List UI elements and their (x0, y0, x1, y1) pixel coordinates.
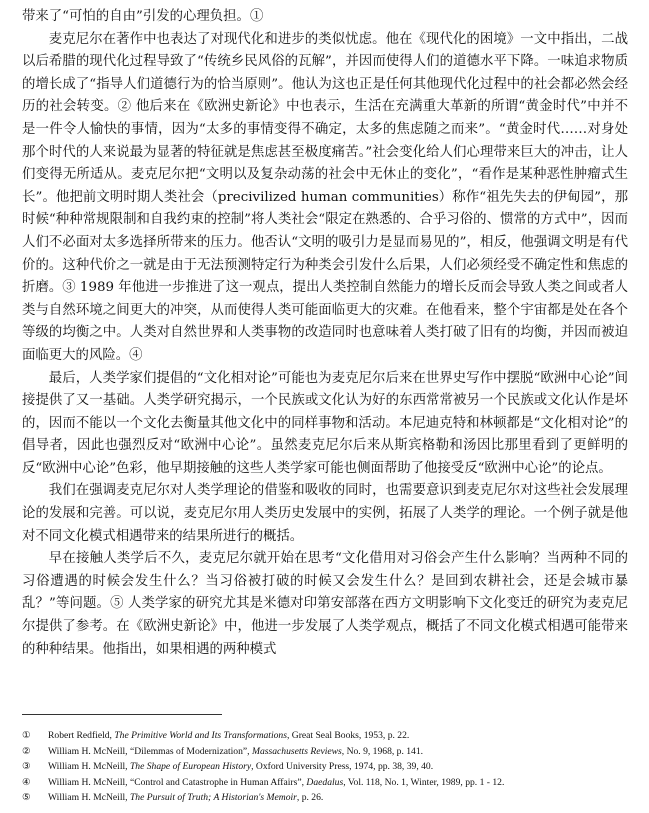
footnote-author: William H. McNeill, “Dilemmas of Modernization”, (48, 745, 252, 757)
paragraph-2: 麦克尼尔在著作中也表达了对现代化和进步的类似忧虑。他在《现代化的困境》一文中指出，二战以后希腊的现代化过程导致了“传统乡民风俗的瓦解”，并因而使得人们的道德水平下降。一味追求物质的增长成了“指导人们道德行为的恰当原则”。他认为这也正是任何其他现代化过程中的社会都必然会经历的社会转变。② 他后来在《欧洲史新论》中也表示，生活在充满重大革新的所谓“黄金时代”中并不是一件令人愉快的事情，因为“太多的事情变得不确定，太多的焦虑随之而来”。“黄金时代……对身处那个时代的人来说最为显著的特征就是焦虑甚至极度痛苦。”社会变化给人们心理带来巨大的冲击，让人们变得无所适从。麦克尼尔把“文明以及复杂动荡的社会中无休止的变化”，“看作是某种恶性肿瘤式生长”。他把前文明时期人类社会（precivilized human communities）称作“祖先失去的伊甸园”，那时候“种种常规限制和自我约束的控制”将人类社会“限定在熟悉的、合乎习俗的、惯常的方式中”，因而人们不必面对太多选择所带来的压力。他否认“文明的吸引力是显而易见的”，相反，他强调文明是有代价的。这种代价之一就是由于无法预测特定行为种类会引发什么后果，人们必须经受不确定性和焦虑的折磨。③ 1989 年他进一步推进了这一观点，提出人类控制自然能力的增长反而会导致人类之间或者人类与自然环境之间更大的冲突，从而使得人类可能面临更大的灾难。在他看来，整个宇宙都是处在各个等级的均衡之中。人类对自然世界和人类事物的改造同时也意味着人类打破了旧有的均衡，并因而被迫面临更大的风险。④ (22, 31, 628, 363)
footnote-text (48, 790, 323, 806)
footnote-number: ③ (22, 761, 31, 773)
footnote-divider (22, 714, 222, 715)
footnotes (22, 728, 628, 806)
footnote-text (48, 744, 423, 760)
footnote-details: , p. 26. (296, 792, 324, 804)
footnote-author: William H. McNeill, “Control and Catastrophe in Human Affairs”, (48, 776, 307, 788)
footnote-4 (22, 775, 628, 791)
footnote-title: Daedalus (306, 776, 344, 788)
footnote-details: , Vol. 118, No. 1, Winter, 1989, pp. 1 - 12. (343, 776, 505, 788)
footnote-2 (22, 744, 628, 760)
footnote-5 (22, 790, 628, 806)
footnote-number: ④ (22, 776, 31, 788)
footnote-title: Massachusetts Reviews (251, 745, 342, 757)
footnote-number: ② (22, 745, 31, 757)
footnote-author: William H. McNeill, (48, 761, 130, 773)
footnote-text (48, 775, 504, 791)
body-text (22, 6, 628, 661)
footnote-details: , Oxford University Press, 1974, pp. 38, 39, 40. (251, 761, 434, 773)
paragraph-5: 早在接触人类学后不久，麦克尼尔就开始在思考“文化借用对习俗会产生什么影响？当两种不同的习俗遭遇的时候会发生什么？当习俗被打破的时候又会发生什么？是回到农耕社会，还是会城市暴乱？”等问题。⑤ 人类学家的研究尤其是米德对印第安部落在西方文明影响下文化变迁的研究为麦克尼尔提供了参考。在《欧洲史新论》中，他进一步发展了人类学观点，概括了不同文化模式相遇可能带来的种种结果。他指出，如果相遇的两种模式 (22, 551, 628, 657)
footnote-number: ① (22, 730, 31, 741)
footnote-author: Robert Redfield, (48, 730, 115, 741)
paragraph-3: 最后，人类学家们提倡的“文化相对论”可能也为麦克尼尔后来在世界史写作中摆脱“欧洲中心论”间接提供了又一基础。人类学研究揭示，一个民族或文化认为好的东西常常被另一个民族或文化认作是坏的，因而不能以一个文化去衡量其他文化中的同样事物和活动。本尼迪克特和林顿都是“文化相对论”的倡导者，因此也强烈反对“欧洲中心论”。虽然麦克尼尔后来从斯宾格勒和汤因比那里看到了更鲜明的反“欧洲中心论”色彩，他早期接触的这些人类学家可能也侧面帮助了他接受反“欧洲中心论”的论点。 (22, 370, 628, 476)
footnote-number: ⑤ (22, 792, 31, 804)
footnote-author: William H. McNeill, (48, 792, 130, 804)
footnote-details: , Great Seal Books, 1953, p. 22. (286, 730, 410, 741)
footnote-text (48, 728, 409, 744)
footnote-title: The Primitive World and Its Transformations (114, 730, 287, 741)
footnote-title: The Pursuit of Truth; A Historian's Memoir (129, 792, 297, 804)
paragraph-1: 带来了“可怕的自由”引发的心理负担。① (22, 9, 264, 24)
footnote-details: , No. 9, 1968, p. 141. (341, 745, 424, 757)
paragraph-4: 我们在强调麦克尼尔对人类学理论的借鉴和吸收的同时，也需要意识到麦克尼尔对这些社会发展理论的发展和完善。可以说，麦克尼尔用人类历史发展中的实例，拓展了人类学的理论。一个例子就是他对不同文化模式相遇带来的结果所进行的概括。 (22, 483, 628, 544)
footnote-3 (22, 759, 628, 775)
footnote-1 (22, 728, 628, 744)
footnote-title: The Shape of European History (129, 761, 252, 773)
footnote-text (48, 759, 433, 775)
